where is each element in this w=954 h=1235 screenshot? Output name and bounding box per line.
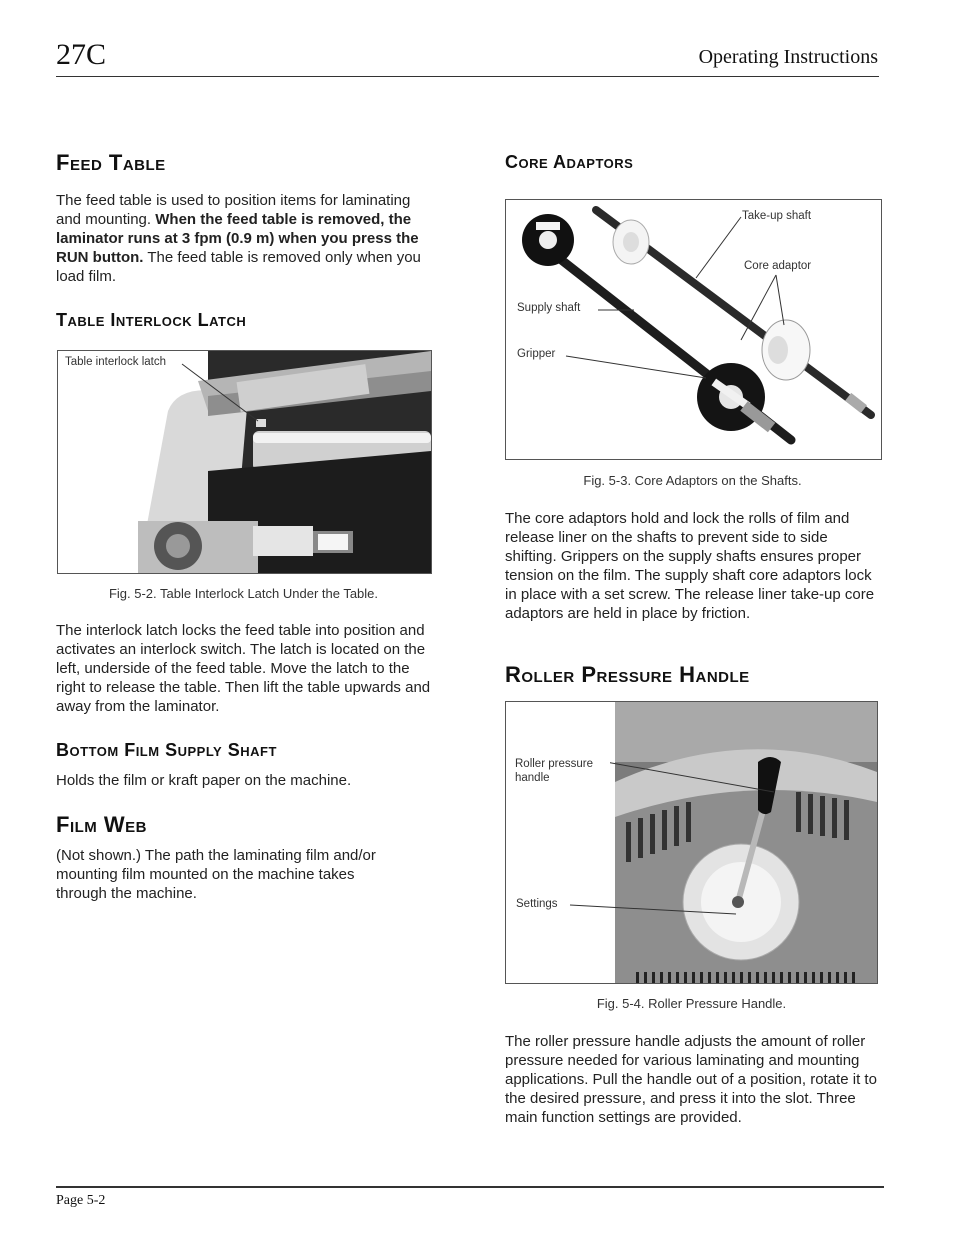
feed-table-end: The feed table is removed only when you load film. [56, 249, 421, 285]
feed-table-bold: When the feed table is removed, the laminator runs at 3 fpm (0.9 m) when you press the RUN button. [56, 211, 419, 266]
roller-pressure-figure [505, 701, 878, 984]
feed-table-body [56, 191, 431, 286]
roller-pressure-body: The roller pressure handle adjusts the amount of roller pressure needed for various laminating and mounting applications. Pull the handle out of a position, rotate it to the desired pressure, and press it into the slot. Three main function settings are provided. [505, 1033, 877, 1126]
gripper-label: Gripper [517, 348, 556, 360]
feed-table-heading: Feed Table [56, 150, 166, 175]
roller-pressure-caption: Fig. 5-4. Roller Pressure Handle. [596, 996, 787, 1011]
core-adaptors-heading: Core Adaptors [505, 152, 634, 172]
interlock-body: The interlock latch locks the feed table into position and activates an interlock switch. The latch is located on the left, underside of the feed table. Move the latch to the right to release the table. Then lift the table upwards and away from the laminator. [56, 622, 431, 715]
settings-label: Settings [516, 898, 558, 910]
interlock-label: Table interlock latch [65, 356, 166, 368]
section-title: Operating Instructions [698, 46, 878, 68]
roller-handle-label: Roller pressure handle [515, 757, 610, 785]
core-adaptor-label: Core adaptor [744, 260, 812, 272]
core-adaptors-caption: Fig. 5-3. Core Adaptors on the Shafts. [583, 473, 802, 488]
header-rule [56, 76, 879, 77]
roller-pressure-photo [506, 702, 877, 983]
core-adaptors-photo [506, 200, 881, 459]
footer-rule [56, 1186, 884, 1188]
bottom-film-body: Holds the film or kraft paper on the machine. [56, 772, 352, 789]
bottom-film-heading: Bottom Film Supply Shaft [56, 740, 277, 760]
film-web-heading: Film Web [56, 812, 147, 837]
interlock-photo [58, 351, 431, 573]
roller-pressure-heading: Roller Pressure Handle [505, 662, 750, 687]
interlock-figure [57, 350, 432, 574]
takeup-shaft-label: Take-up shaft [742, 210, 812, 222]
core-adaptors-body: The core adaptors hold and lock the rolls of film and release liner on the shafts to prevent side to side shifting. Grippers on the supply shafts ensures proper tension on the film. The supply shaft core adaptors lock in place with a set screw. The release liner take-up core adaptors are held in place by friction. [505, 510, 875, 622]
interlock-heading: Table Interlock Latch [56, 310, 247, 330]
page-number: Page 5-2 [56, 1193, 106, 1208]
core-adaptors-figure [505, 199, 882, 460]
film-web-body: (Not shown.) The path the laminating film and/or mounting film mounted on the machine takes through the machine. [56, 847, 376, 902]
feed-table-intro: The feed table is used to position items for laminating and mounting. [56, 192, 411, 228]
interlock-caption: Fig. 5-2. Table Interlock Latch Under the Table. [108, 586, 379, 601]
supply-shaft-label: Supply shaft [517, 302, 581, 314]
model-name: 27C [56, 38, 107, 71]
